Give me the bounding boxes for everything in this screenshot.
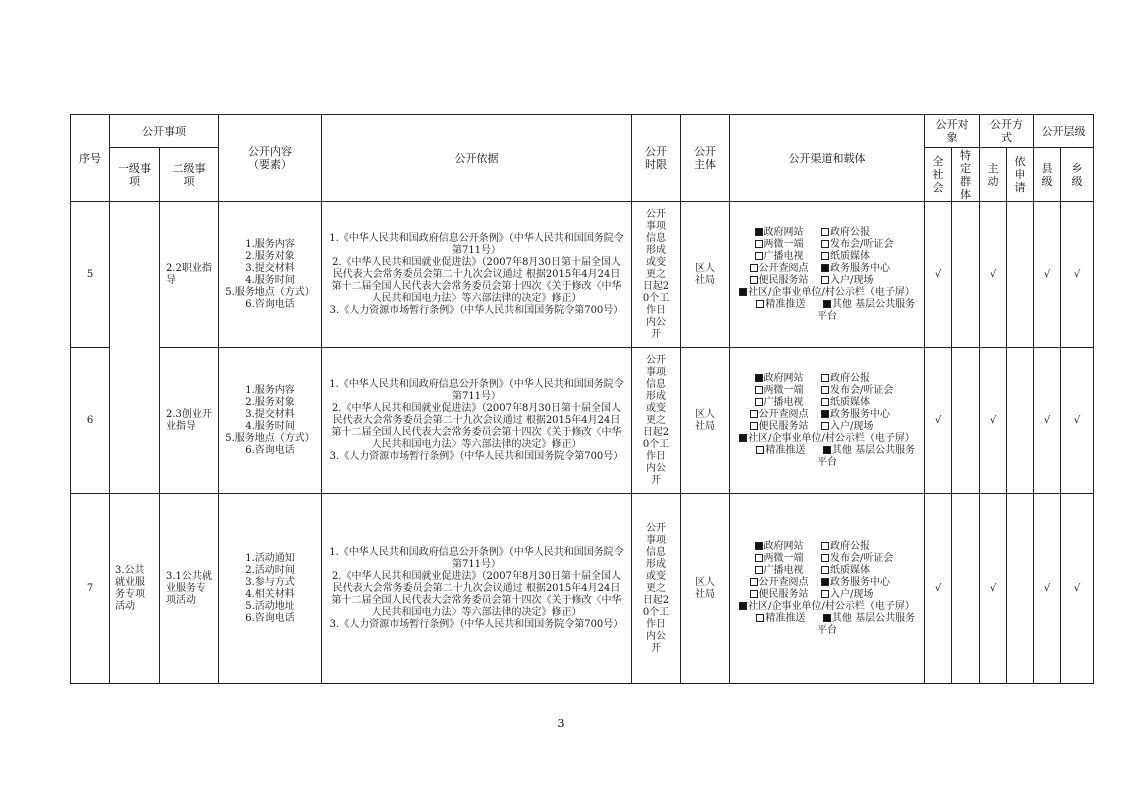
row-seq: 7 <box>71 494 110 684</box>
channel-label: 社区/企事业单位/村公示栏（电子屏） <box>748 432 915 444</box>
row-m-request <box>1007 494 1034 684</box>
checkbox-icon <box>821 542 829 550</box>
header-channel: 公开渠道和载体 <box>730 115 925 202</box>
row-content: 1.服务内容 2.服务对象 3.提交材料 4.服务时间 5.服务地点（方式） 6.咨询电话 <box>219 202 322 348</box>
row-subject: 区人社局 <box>681 494 730 684</box>
checkbox-icon <box>755 240 763 248</box>
checkbox-icon <box>750 590 758 598</box>
checkbox-icon <box>821 386 829 394</box>
row-obj-specific <box>952 494 980 684</box>
row-level2: 2.3创业开业指导 <box>160 348 219 494</box>
header-obj-specific: 特定群体 <box>960 148 971 201</box>
header-content: 公开内容（要素） <box>219 115 322 202</box>
row-m-active: √ <box>980 348 1007 494</box>
channel-label: 精准推送 <box>765 444 806 456</box>
header-lv-town: 乡级 <box>1071 161 1083 188</box>
checkbox-icon <box>755 554 763 562</box>
row-obj-specific <box>952 348 980 494</box>
header-object: 公开对象 <box>925 115 980 148</box>
header-subject: 公开主体 <box>681 115 730 202</box>
channel-label: 便民服务站 <box>758 274 809 286</box>
row-channels <box>730 348 925 494</box>
row-seq: 5 <box>71 202 110 348</box>
checkbox-icon <box>823 446 831 454</box>
row-obj-all: √ <box>925 348 952 494</box>
channel-label: 政府公报 <box>830 226 870 238</box>
row-channels <box>730 494 925 684</box>
row-lv-county: √ <box>1034 494 1061 684</box>
channel-label: 发布会/听证会 <box>830 238 894 250</box>
channel-label: 政府公报 <box>830 372 870 384</box>
channel-label: 两微一端 <box>763 238 804 250</box>
row-content: 1.服务内容 2.服务对象 3.提交材料 4.服务时间 5.服务地点（方式） 6.咨询电话 <box>219 348 322 494</box>
channel-label: 政务服务中心 <box>830 576 890 588</box>
checkbox-icon <box>750 276 758 284</box>
row-time-limit: 公开事项信息形成或变更之日起20个工作日内公开 <box>632 202 681 348</box>
checkbox-icon <box>821 240 829 248</box>
checkbox-icon <box>750 410 758 418</box>
channel-label: 两微一端 <box>763 384 804 396</box>
page-number: 3 <box>557 717 565 730</box>
channel-label: 纸质媒体 <box>830 564 870 576</box>
checkbox-icon <box>750 422 758 430</box>
header-lv-county: 县级 <box>1041 161 1053 188</box>
checkbox-icon <box>821 410 829 418</box>
checkbox-icon <box>821 590 829 598</box>
channel-label: 便民服务站 <box>758 420 809 432</box>
channel-label: 政府网站 <box>763 372 804 384</box>
checkbox-icon <box>823 614 831 622</box>
checkbox-icon <box>739 602 747 610</box>
channel-label: 其他 基层公共服务平台 <box>817 444 916 468</box>
table-row <box>71 494 1094 684</box>
checkbox-icon <box>821 554 829 562</box>
checkbox-icon <box>755 252 763 260</box>
checkbox-icon <box>750 578 758 586</box>
channel-label: 入户/现场 <box>830 274 874 286</box>
channel-label: 其他 基层公共服务平台 <box>817 298 916 322</box>
row-lv-county: √ <box>1034 202 1061 348</box>
checkbox-icon <box>821 252 829 260</box>
channel-label: 公开查阅点 <box>758 408 809 420</box>
header-obj-all: 全社会 <box>932 155 944 194</box>
header-level1: 一级事项 <box>110 148 160 202</box>
row-content: 1.活动通知 2.活动时间 3.参与方式 4.相关材料 5.活动地址 6.咨询电话 <box>219 494 322 684</box>
row-m-request <box>1007 348 1034 494</box>
row-basis: 1.《中华人民共和国政府信息公开条例》（中华人民共和国国务院令第711号） 2.《中华人民共和国就业促进法》（2007年8月30日第十届全国人民代表大会常务委员会第二十九次会议通过 根据2015年4月24日第十二届全国人民代表大会常务委员会第十四次《关于修改〈中华人民共和国电力法〉等六部法律的决定》修正） 3.《人力资源市场暂行条例》（中华人民共和国国务院令第700号） <box>322 494 632 684</box>
channel-label: 入户/现场 <box>830 420 874 432</box>
channel-label: 政务服务中心 <box>830 408 890 420</box>
row-level2: 2.2职业指导 <box>160 202 219 348</box>
channel-label: 社区/企事业单位/村公示栏（电子屏） <box>748 286 915 298</box>
header-time-limit: 公开时限 <box>632 115 681 202</box>
row-basis: 1.《中华人民共和国政府信息公开条例》（中华人民共和国国务院令第711号） 2.《中华人民共和国就业促进法》（2007年8月30日第十届全国人民代表大会常务委员会第二十九次会议通过 根据2015年4月24日第十二届全国人民代表大会常务委员会第十四次《关于修改〈中华人民共和国电力法〉等六部法律的决定》修正） 3.《人力资源市场暂行条例》（中华人民共和国国务院令第700号） <box>322 202 632 348</box>
checkbox-icon <box>755 374 763 382</box>
checkbox-icon <box>821 264 829 272</box>
checkbox-icon <box>821 374 829 382</box>
checkbox-icon <box>821 398 829 406</box>
checkbox-icon <box>755 398 763 406</box>
checkbox-icon <box>739 288 747 296</box>
channel-label: 广播电视 <box>763 250 804 262</box>
channel-label: 发布会/听证会 <box>830 384 894 396</box>
row-seq: 6 <box>71 348 110 494</box>
row-obj-all: √ <box>925 494 952 684</box>
row-lv-town: √ <box>1061 348 1094 494</box>
row-m-active: √ <box>980 494 1007 684</box>
checkbox-icon <box>821 228 829 236</box>
checkbox-icon <box>755 386 763 394</box>
row-level1 <box>110 202 160 494</box>
table-row <box>71 202 1094 348</box>
header-level2: 二级事项 <box>160 148 219 202</box>
header-m-request: 依申请 <box>1014 155 1026 194</box>
checkbox-icon <box>821 276 829 284</box>
header-m-active: 主动 <box>987 161 999 188</box>
header-seq: 序号 <box>71 115 110 202</box>
channel-label: 发布会/听证会 <box>830 552 894 564</box>
channel-label: 纸质媒体 <box>830 250 870 262</box>
header-level: 公开层级 <box>1034 115 1094 148</box>
channel-label: 便民服务站 <box>758 588 809 600</box>
checkbox-icon <box>821 422 829 430</box>
checkbox-icon <box>739 434 747 442</box>
header-basis: 公开依据 <box>322 115 632 202</box>
table-row <box>71 348 1094 494</box>
channel-label: 社区/企事业单位/村公示栏（电子屏） <box>748 600 915 612</box>
checkbox-icon <box>756 614 764 622</box>
channel-label: 公开查阅点 <box>758 262 809 274</box>
channel-label: 政府公报 <box>830 540 870 552</box>
row-obj-all: √ <box>925 202 952 348</box>
channel-label: 两微一端 <box>763 552 804 564</box>
row-obj-specific <box>952 202 980 348</box>
checkbox-icon <box>755 542 763 550</box>
row-level2: 3.1公共就业服务专项活动 <box>160 494 219 684</box>
row-channels <box>730 202 925 348</box>
checkbox-icon <box>750 264 758 272</box>
channel-label: 纸质媒体 <box>830 396 870 408</box>
channel-label: 精准推送 <box>765 612 806 624</box>
channel-label: 政府网站 <box>763 226 804 238</box>
checkbox-icon <box>823 300 831 308</box>
row-subject: 区人社局 <box>681 348 730 494</box>
header-method: 公开方式 <box>980 115 1034 148</box>
checkbox-icon <box>821 578 829 586</box>
header-items: 公开事项 <box>110 115 219 148</box>
checkbox-icon <box>755 566 763 574</box>
row-subject: 区人社局 <box>681 202 730 348</box>
disclosure-table <box>70 114 1094 684</box>
channel-label: 广播电视 <box>763 564 804 576</box>
checkbox-icon <box>756 300 764 308</box>
channel-label: 政府网站 <box>763 540 804 552</box>
channel-label: 精准推送 <box>765 298 806 310</box>
channel-label: 广播电视 <box>763 396 804 408</box>
row-level1: 3.公共就业服务专项活动 <box>110 494 160 684</box>
row-basis: 1.《中华人民共和国政府信息公开条例》（中华人民共和国国务院令第711号） 2.《中华人民共和国就业促进法》（2007年8月30日第十届全国人民代表大会常务委员会第二十九次会议通过 根据2015年4月24日第十二届全国人民代表大会常务委员会第十四次《关于修改〈中华人民共和国电力法〉等六部法律的决定》修正） 3.《人力资源市场暂行条例》（中华人民共和国国务院令第700号） <box>322 348 632 494</box>
row-m-active: √ <box>980 202 1007 348</box>
checkbox-icon <box>756 446 764 454</box>
row-lv-town: √ <box>1061 494 1094 684</box>
channel-label: 其他 基层公共服务平台 <box>817 612 916 636</box>
row-lv-county: √ <box>1034 348 1061 494</box>
row-m-request <box>1007 202 1034 348</box>
checkbox-icon <box>755 228 763 236</box>
row-time-limit: 公开事项信息形成或变更之日起20个工作日内公开 <box>632 494 681 684</box>
channel-label: 政务服务中心 <box>830 262 890 274</box>
row-lv-town: √ <box>1061 202 1094 348</box>
channel-label: 公开查阅点 <box>758 576 809 588</box>
channel-label: 入户/现场 <box>830 588 874 600</box>
row-time-limit: 公开事项信息形成或变更之日起20个工作日内公开 <box>632 348 681 494</box>
checkbox-icon <box>821 566 829 574</box>
